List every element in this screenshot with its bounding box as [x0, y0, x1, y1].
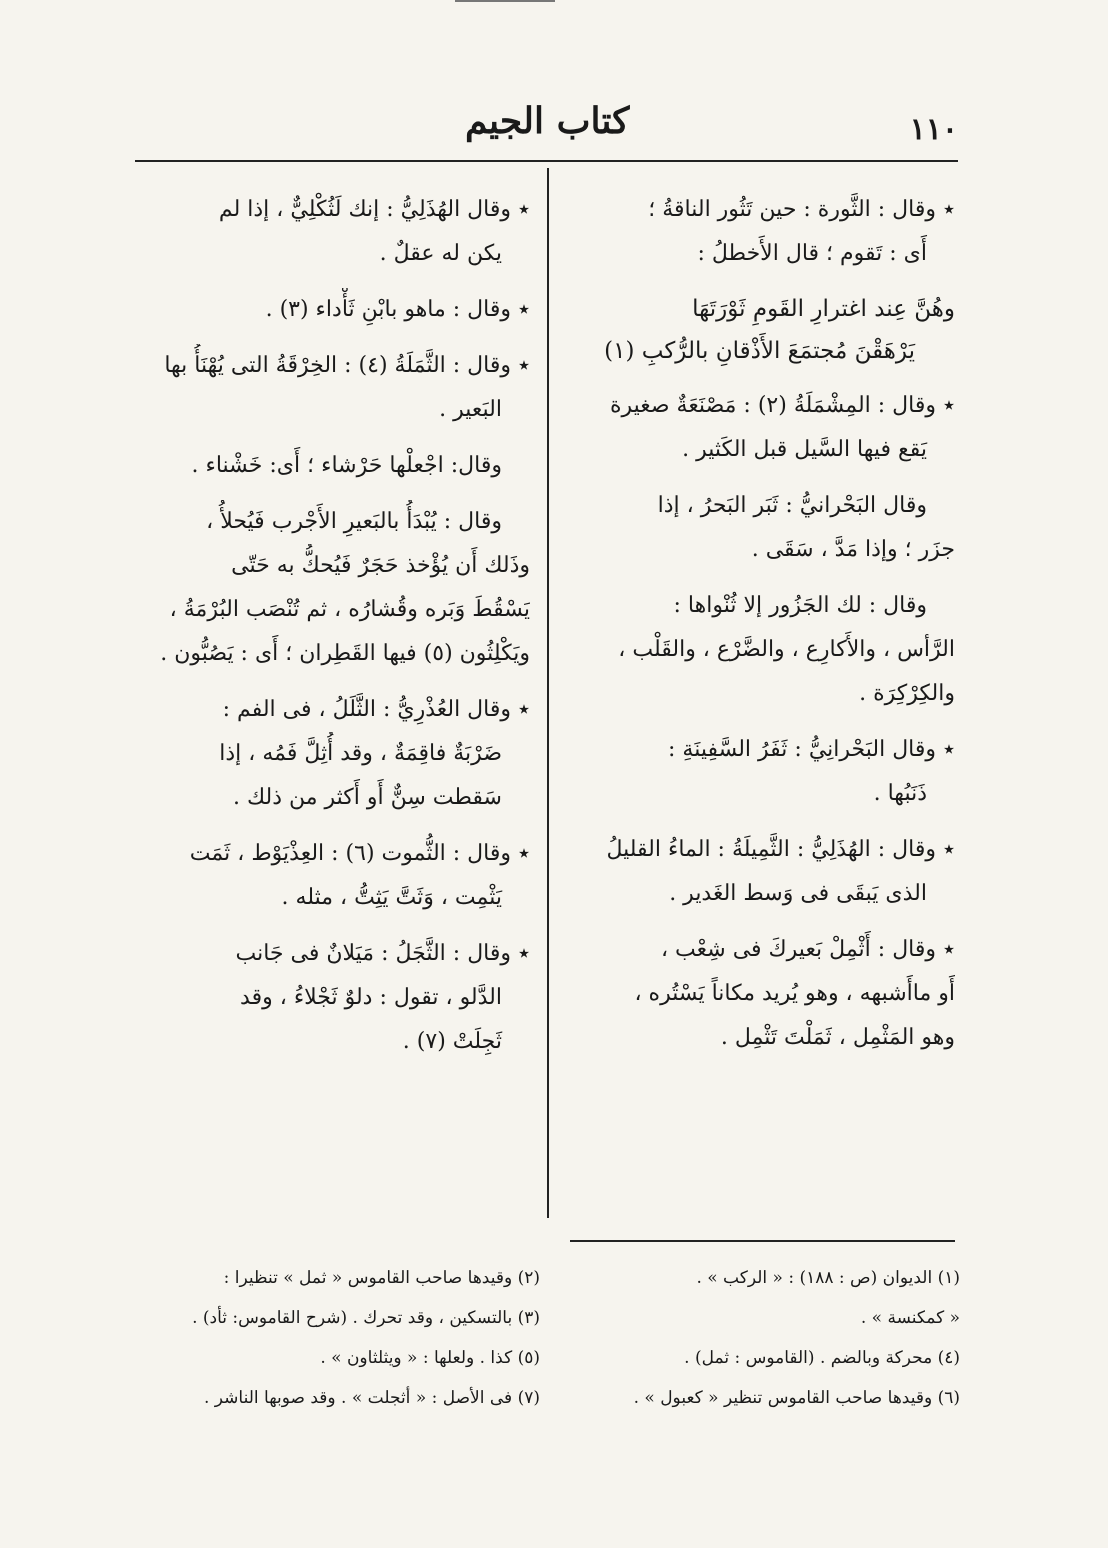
- entry-yubda: [130, 500, 530, 676]
- entry-thajal: [130, 932, 530, 1064]
- header-rule: [135, 160, 958, 162]
- footnote: (٢) وقيدها صاحب القاموس « ثمل » تنظيرا :: [223, 1268, 540, 1288]
- entry-thada: [130, 288, 530, 332]
- top-rule: [455, 0, 555, 2]
- footnotes: [120, 1258, 960, 1418]
- footnote-row: [120, 1298, 960, 1338]
- text-line: يَسْقُطَ وَبَره وقُشارُه ، ثم تُنْصَب البُرْمَةُ ،: [169, 597, 530, 622]
- footnote-row: [120, 1258, 960, 1298]
- footnote-rule: [570, 1240, 955, 1242]
- text-line: أَى : تَقوم ؛ قال الأَخطلُ :: [697, 241, 927, 266]
- entry-thumut: [130, 832, 530, 920]
- text-line: أَو ماأَشبهه ، وهو يُريد مكاناً يَسْتُره ،: [634, 981, 955, 1006]
- text-line: يكن له عقلٌ .: [379, 241, 502, 266]
- entry-mishmala: [565, 384, 955, 472]
- entry-thamala: [130, 344, 530, 432]
- text-line: الذى يَبقَى فى وَسط الغَدير .: [669, 881, 927, 906]
- page-header: [135, 100, 958, 160]
- verse-line: وهُنَّ عِند اغترارِ القَومِ ثَوْرَتَهَا: [692, 296, 955, 322]
- text-line: ٭ وقال : المِشْمَلَةُ (٢) : مَصْنَعَةٌ صغيرة: [609, 393, 955, 418]
- text-line: ٭ وقال : ماهو بابْنِ ثَأْداء (٣) .: [265, 297, 530, 322]
- footnote: « كمكنسة » .: [860, 1308, 960, 1328]
- text-line: ٭ وقال : الثُّموت (٦) : العِذْيَوْط ، ثَمَت: [189, 841, 530, 866]
- page-number: ١١٠: [909, 112, 958, 147]
- text-line: البَعير .: [439, 397, 502, 422]
- column-divider: [547, 168, 549, 1218]
- footnote: (١) الديوان (ص : ١٨٨) : « الركب » .: [696, 1268, 960, 1288]
- verse-line: يَرْهَقْنَ مُجتمَعَ الأَذْقانِ بالرُّكبِ (١): [604, 338, 915, 364]
- text-line: ٭ وقال : الهُذَلِيُّ : الثَّمِيلَةُ : الماءُ القليلُ: [606, 837, 955, 862]
- text-line: ويَكْلِثُون (٥) فيها القَطِران ؛ أَى : يَصُبُّون .: [160, 641, 530, 666]
- entry-thamila: [565, 828, 955, 916]
- text-line: سَقطت سِنٌّ أَو أَكثر من ذلك .: [232, 785, 502, 810]
- text-line: يَقع فيها السَّيل قبل الكَثير .: [682, 437, 927, 462]
- entry-athmil: [565, 928, 955, 1060]
- footnote: (٦) وقيدها صاحب القاموس تنظير « كعبول » .: [633, 1388, 960, 1408]
- poem-verse: [565, 288, 955, 372]
- text-line: ثَجِلَتْ (٧) .: [402, 1029, 502, 1054]
- text-line: وقال : يُبْدَأُ بالبَعيرِ الأَجْرب فَيُحلأُ ،: [206, 509, 502, 534]
- entry-harsha: [130, 444, 530, 488]
- footnote: (٥) كذا . ولعلها : « ويثلثاون » .: [320, 1348, 540, 1368]
- text-line: الدَّلو ، تقول : دلوٌ ثَجْلاءُ ، وقد: [240, 985, 502, 1010]
- text-line: ٭ وقال : الثَّمَلَةُ (٤) : الخِرْقَةُ التى يُهْنَأُ بها: [164, 353, 530, 378]
- book-title: كتاب الجيم: [465, 100, 630, 142]
- text-line: يَثْمِت ، وَثَتَّ يَثِتُّ ، مثله .: [281, 885, 502, 910]
- footnote-row: [120, 1378, 960, 1418]
- text-line: ٭ وقال : الثَّورة : حين تَثُور الناقةُ ؛: [648, 197, 955, 222]
- entry-thalal: [130, 688, 530, 820]
- entry-thafar: [565, 728, 955, 816]
- text-line: ٭ وقال : أَثْمِلْ بَعيركَ فى شِعْب ،: [660, 937, 955, 962]
- text-line: والكِرْكِرَة .: [859, 681, 955, 706]
- entry-thawra: [565, 188, 955, 276]
- footnote: (٤) محركة وبالضم . (القاموس : ثمل) .: [684, 1348, 960, 1368]
- text-line: وقال: اجْعلْها حَرْشاء ؛ أَى: خَشْناء .: [191, 453, 502, 478]
- text-line: ضَرْبَةٌ فاقِمَةٌ ، وقد أُثِلَّ فَمُه ، إذا: [219, 741, 502, 766]
- entry-thabar: [565, 484, 955, 572]
- text-line: وقال : لك الجَزُور إلا ثُنْواها :: [673, 593, 927, 618]
- text-line: جزَر ؛ وإذا مَدَّ ، سَقَى .: [751, 537, 955, 562]
- entry-thunwa: [565, 584, 955, 716]
- text-line: وقال البَحْرانيُّ : ثَبَر البَحرُ ، إذا: [657, 493, 927, 518]
- footnote-row: [120, 1338, 960, 1378]
- text-line: ٭ وقال العُذْرِيُّ : الثَّلَلُ ، فى الفم :: [222, 697, 530, 722]
- text-line: ٭ وقال الهُذَلِيُّ : إنك لَثُكْلِيٌّ ، إذا لم: [218, 197, 530, 222]
- text-line: وذَلك أَن يُؤْخذ حَجَرٌ فَيُحكُّ به حَتّى: [231, 553, 530, 578]
- text-line: ٭ وقال البَحْرانِيُّ : ثَفَرُ السَّفِينَةِ :: [668, 737, 955, 762]
- footnote: (٣) بالتسكين ، وقد تحرك . (شرح القاموس: ثأد) .: [192, 1308, 540, 1328]
- left-column: [130, 188, 530, 1076]
- text-line: وهو المَثْمِل ، ثَمَلْتَ تَثْمِل .: [720, 1025, 955, 1050]
- footnote: (٧) فى الأصل : « أثجلت » . وقد صوبها الناشر .: [203, 1388, 540, 1408]
- text-line: الرَّأس ، والأَكارِع ، والضَّرْع ، والقَلْب ،: [618, 637, 955, 662]
- entry-thukli: [130, 188, 530, 276]
- text-line: ٭ وقال : الثَّجَلُ : مَيَلانٌ فى جَانب: [235, 941, 530, 966]
- text-line: ذَنَبُها .: [873, 781, 927, 806]
- right-column: [565, 188, 955, 1072]
